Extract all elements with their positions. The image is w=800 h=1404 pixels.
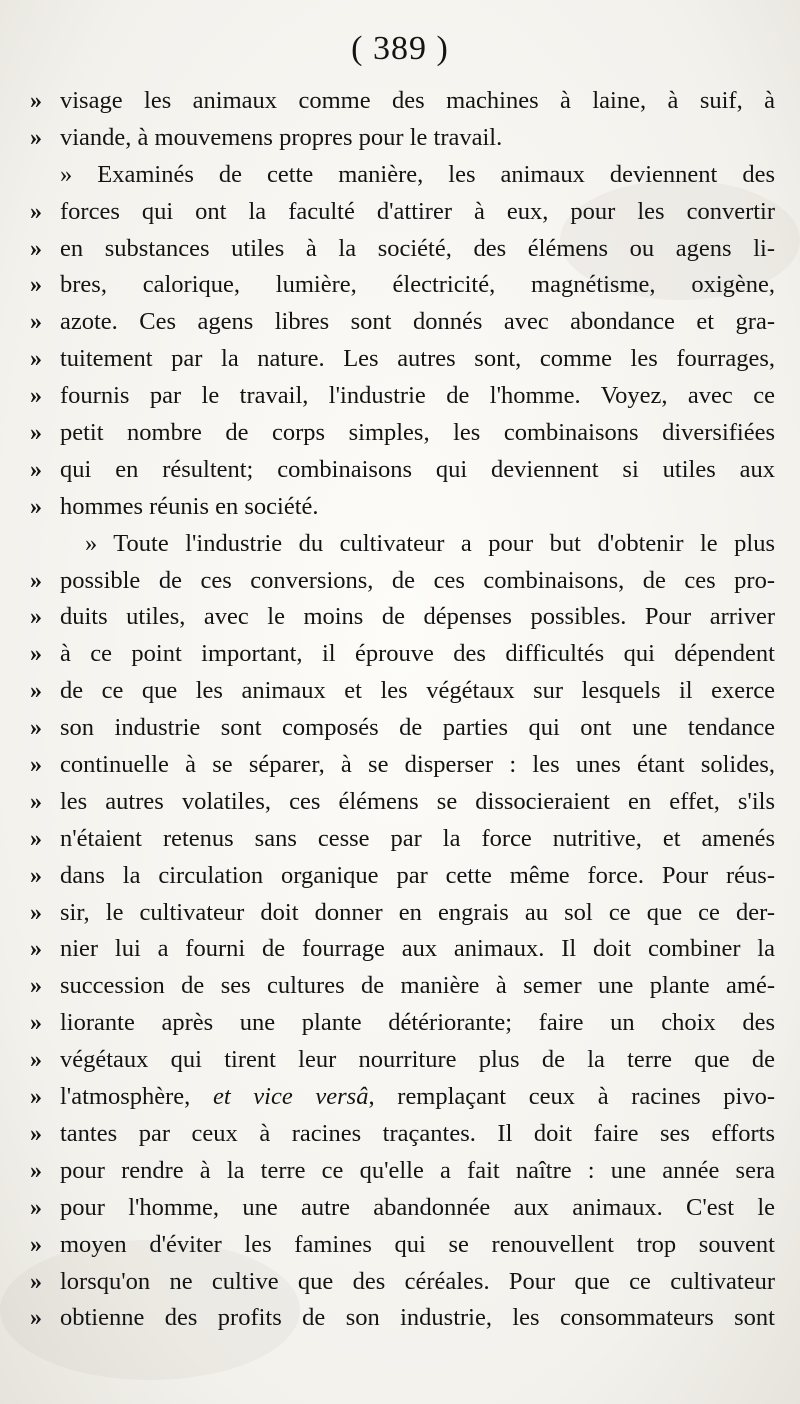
text-line bbox=[30, 232, 775, 269]
quote-mark: » bbox=[30, 1010, 42, 1037]
line-text: continuelle à se séparer, à se disperser : les unes étant solides, bbox=[60, 751, 775, 779]
quote-mark: » bbox=[30, 88, 42, 114]
text-line bbox=[30, 932, 775, 969]
text-line bbox=[30, 305, 775, 342]
text-line bbox=[30, 859, 775, 896]
line-text: obtienne des profits de son industrie, les consommateurs sont bbox=[60, 1304, 775, 1332]
quote-mark: » bbox=[30, 383, 42, 410]
quote-mark: » bbox=[30, 936, 42, 963]
quote-mark: » bbox=[30, 641, 42, 668]
text-line bbox=[30, 1265, 775, 1302]
line-text: les autres volatiles, ces élémens se dissocieraient en effet, s'ils bbox=[60, 787, 775, 815]
quote-mark: » bbox=[30, 346, 42, 373]
line-text: son industrie sont composés de parties qui ont une tendance bbox=[60, 714, 775, 742]
line-text: nier lui a fourni de fourrage aux animaux. Il doit combiner la bbox=[60, 935, 775, 963]
line-text: qui en résultent; combinaisons qui deviennent si utiles aux bbox=[60, 455, 775, 483]
text-line bbox=[30, 822, 775, 859]
quote-mark: » bbox=[30, 456, 42, 483]
text-line bbox=[30, 785, 775, 822]
text-line bbox=[30, 564, 775, 601]
quote-mark: » bbox=[30, 1084, 42, 1111]
line-text bbox=[60, 1082, 775, 1112]
text-line bbox=[30, 674, 775, 711]
line-text-part: , remplaçant ceux à racines pivo- bbox=[368, 1083, 775, 1111]
text-line bbox=[30, 1006, 775, 1043]
quote-mark: » bbox=[30, 567, 42, 594]
line-text: végétaux qui tirent leur nourriture plus de la terre que de bbox=[60, 1046, 775, 1074]
quote-mark: » bbox=[30, 198, 42, 225]
text-line bbox=[30, 1117, 775, 1154]
line-text: petit nombre de corps simples, les combinaisons diversifiées bbox=[60, 419, 775, 447]
text-line bbox=[30, 637, 775, 674]
text-line bbox=[30, 416, 775, 453]
text-line bbox=[30, 1043, 775, 1080]
text-line bbox=[30, 158, 775, 195]
quote-mark: » bbox=[30, 1194, 42, 1221]
quote-mark: » bbox=[30, 973, 42, 1000]
quote-mark: » bbox=[30, 752, 42, 779]
line-text: azote. Ces agens libres sont donnés avec abondance et gra- bbox=[60, 308, 775, 336]
quote-mark: » bbox=[30, 309, 42, 336]
quote-mark: » bbox=[30, 420, 42, 447]
quote-mark: » bbox=[30, 604, 42, 631]
text-line bbox=[30, 1080, 775, 1117]
line-text-part: l'atmosphère, bbox=[60, 1083, 213, 1111]
line-text: » Examinés de cette manière, les animaux deviennent des bbox=[60, 160, 775, 188]
quote-mark: » bbox=[30, 493, 42, 520]
text-line bbox=[30, 121, 775, 158]
line-text: en substances utiles à la société, des élémens ou agens li- bbox=[60, 234, 775, 262]
quote-mark: » bbox=[30, 788, 42, 815]
line-text: de ce que les animaux et les végétaux sur lesquels il exerce bbox=[60, 677, 775, 705]
text-line bbox=[30, 342, 775, 379]
line-text: bres, calorique, lumière, électricité, magnétisme, oxigène, bbox=[60, 271, 775, 299]
line-text: » Toute l'industrie du cultivateur a pour but d'obtenir le plus bbox=[85, 529, 775, 557]
quote-mark: » bbox=[30, 899, 42, 926]
line-text: viande, à mouvemens propres pour le travail. bbox=[60, 123, 503, 151]
quote-mark: » bbox=[30, 1268, 42, 1295]
line-text: tantes par ceux à racines traçantes. Il doit faire ses efforts bbox=[60, 1119, 775, 1147]
italic-phrase: et vice versâ bbox=[212, 1083, 369, 1111]
text-line bbox=[30, 969, 775, 1006]
line-text: possible de ces conversions, de ces combinaisons, de ces pro- bbox=[60, 566, 775, 594]
line-text: duits utiles, avec le moins de dépenses possibles. Pour arriver bbox=[60, 603, 775, 631]
line-text: succession de ses cultures de manière à semer une plante amé- bbox=[60, 972, 775, 1000]
line-text: liorante après une plante détériorante; faire un choix des bbox=[60, 1009, 775, 1037]
page-number: ( 389 ) bbox=[351, 30, 449, 67]
line-text: pour l'homme, une autre abandonnée aux animaux. C'est le bbox=[60, 1193, 775, 1221]
line-text: hommes réunis en société. bbox=[60, 492, 319, 520]
line-text: visage les animaux comme des machines à laine, à suif, à bbox=[60, 87, 775, 114]
text-line bbox=[30, 268, 775, 305]
line-text: dans la circulation organique par cette même force. Pour réus- bbox=[60, 861, 775, 889]
text-line bbox=[30, 711, 775, 748]
text-line bbox=[30, 1301, 775, 1338]
line-text: forces qui ont la faculté d'attirer à eux, pour les convertir bbox=[60, 197, 775, 225]
text-line bbox=[30, 84, 775, 121]
line-text: pour rendre à la terre ce qu'elle a fait naître : une année sera bbox=[60, 1156, 775, 1184]
line-text: tuitement par la nature. Les autres sont, comme les fourrages, bbox=[60, 345, 775, 373]
text-line bbox=[30, 748, 775, 785]
line-text: à ce point important, il éprouve des difficultés qui dépendent bbox=[60, 640, 775, 668]
text-line bbox=[30, 896, 775, 933]
text-line bbox=[30, 1191, 775, 1228]
quote-mark: » bbox=[30, 1157, 42, 1184]
quote-mark: » bbox=[30, 1047, 42, 1074]
line-text: fournis par le travail, l'industrie de l'homme. Voyez, avec ce bbox=[60, 382, 775, 410]
quote-mark: » bbox=[30, 825, 42, 852]
quote-mark: » bbox=[30, 1120, 42, 1147]
text-line bbox=[30, 1228, 775, 1265]
quote-mark: » bbox=[30, 862, 42, 889]
text-line bbox=[30, 195, 775, 232]
quote-mark: » bbox=[30, 272, 42, 299]
text-line bbox=[30, 1154, 775, 1191]
line-text: lorsqu'on ne cultive que des céréales. Pour que ce cultivateur bbox=[60, 1267, 775, 1295]
quote-mark: » bbox=[30, 678, 42, 705]
text-line bbox=[30, 379, 775, 416]
text-line bbox=[30, 453, 775, 490]
body-text bbox=[30, 84, 775, 1338]
quote-mark: » bbox=[30, 1231, 42, 1258]
quote-mark: » bbox=[30, 1305, 42, 1332]
line-text: moyen d'éviter les famines qui se renouvellent trop souvent bbox=[60, 1230, 775, 1258]
line-text: n'étaient retenus sans cesse par la force nutritive, et amenés bbox=[60, 824, 775, 852]
quote-mark: » bbox=[30, 235, 42, 262]
text-line bbox=[30, 600, 775, 637]
quote-mark: » bbox=[30, 124, 42, 151]
text-line bbox=[30, 490, 775, 527]
line-text: sir, le cultivateur doit donner en engrais au sol ce que ce der- bbox=[60, 898, 775, 926]
text-line bbox=[30, 527, 775, 564]
quote-mark: » bbox=[30, 715, 42, 742]
